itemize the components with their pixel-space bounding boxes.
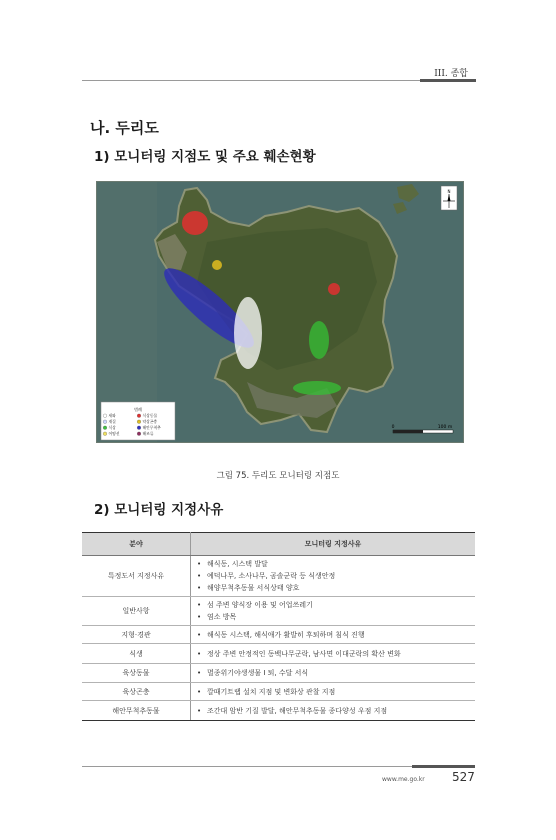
figure-caption: 그림 75. 두리도 모니터링 지점도 [216,471,340,481]
table-row [82,683,475,701]
table-row [82,701,475,721]
legend-swatch [103,432,107,436]
legend-swatch [103,414,107,418]
row-field-cell: 지형·경관 [82,626,191,644]
reason-item: • 섬 주변 양식장 이용 및 어업쓰레기 [197,599,475,611]
header-rule-accent [420,79,476,82]
reason-item: • 해식동 시스택, 해식애가 활발히 후퇴하며 침식 진행 [197,629,475,641]
subsection-title-map: 1) 모니터링 지점도 및 주요 훼손현황 [94,149,316,165]
row-reason-cell [191,626,476,644]
marker-terrestrial-animal-nw [182,211,208,235]
subsection-title-reasons: 2) 모니터링 지정사유 [94,502,224,518]
table-row [82,556,475,597]
reason-item: • 정상 주변 안정적인 동백나무군락, 남사면 이대군락의 확산 변화 [197,648,475,660]
marker-terrestrial-animal-e [328,283,340,295]
row-field-cell: 일반사항 [82,597,191,626]
legend-swatch [137,426,141,430]
scale-end-label: 100 m [437,425,453,430]
row-field-cell: 식생 [82,644,191,664]
legend-label: 식상동물 [142,413,158,418]
legend-swatch [103,426,107,430]
row-reason-cell [191,664,476,683]
reason-item: • 조간대 암반 기질 발달, 해안무척추동물 종다양성 우점 지점 [197,705,475,717]
north-arrow-icon [441,186,457,210]
table-row [82,597,475,626]
scale-start-label: 0 [391,425,395,430]
legend-label: 약상곤충 [142,419,158,424]
legend-label: 해안무척추 [142,425,161,430]
legend-label: 새와 [108,413,116,418]
legend-swatch [137,432,141,436]
reason-item: • 해식동, 시스택 발달 [197,558,475,570]
row-reason-cell [191,597,476,626]
marker-vegetation-2 [293,381,341,395]
page-number: 527 [452,770,475,784]
chapter-header: III. 종합 [434,69,468,79]
row-field-cell: 육상동물 [82,664,191,683]
reason-item: • 멸종위기야생생물 Ⅰ 퇴, 수달 서식 [197,667,475,679]
marker-insect [212,260,222,270]
reason-item: • 깔때기트랩 설치 지점 및 변화상 관찰 지점 [197,686,475,698]
table-row [82,644,475,664]
monitoring-reasons-table [82,532,475,721]
row-reason-cell [191,644,476,664]
row-field-cell: 해안무척추동물 [82,701,191,721]
reason-item: • 해양무척추동물 서식상태 양호 [197,582,475,594]
table-header-row [82,533,475,556]
reason-item: • 예덕나무, 소사나무, 곰솔군락 등 식생안정 [197,570,475,582]
reason-item: • 염소 방목 [197,611,475,623]
row-reason-cell [191,683,476,701]
marker-vegetation-1 [309,321,329,359]
row-reason-cell [191,556,476,597]
header-field: 분야 [82,533,191,556]
row-reason-cell [191,701,476,721]
row-field-cell: 육상곤충 [82,683,191,701]
table-row [82,664,475,683]
section-title: 나. 두리도 [90,119,159,137]
legend-swatch [103,420,107,424]
table-row [82,626,475,644]
legend-label: 해조류 [142,431,154,436]
north-label: N [447,189,451,194]
legend-label: 어떻선 [108,431,120,436]
footer-rule-accent [412,765,475,768]
footer-url: www.me.go.kr [382,776,425,783]
legend-title: 범례 [134,407,142,412]
header-rule [82,80,475,81]
legend-swatch [137,414,141,418]
legend-label: 식상 [108,425,116,430]
row-field-cell: 특정도서 지정사유 [82,556,191,597]
legend-swatch [137,420,141,424]
legend-label: 재질 [108,419,116,424]
map-legend [101,402,175,440]
marker-bird [234,297,262,369]
monitoring-map [96,181,464,443]
header-reason: 모니터링 지정사유 [191,533,476,556]
